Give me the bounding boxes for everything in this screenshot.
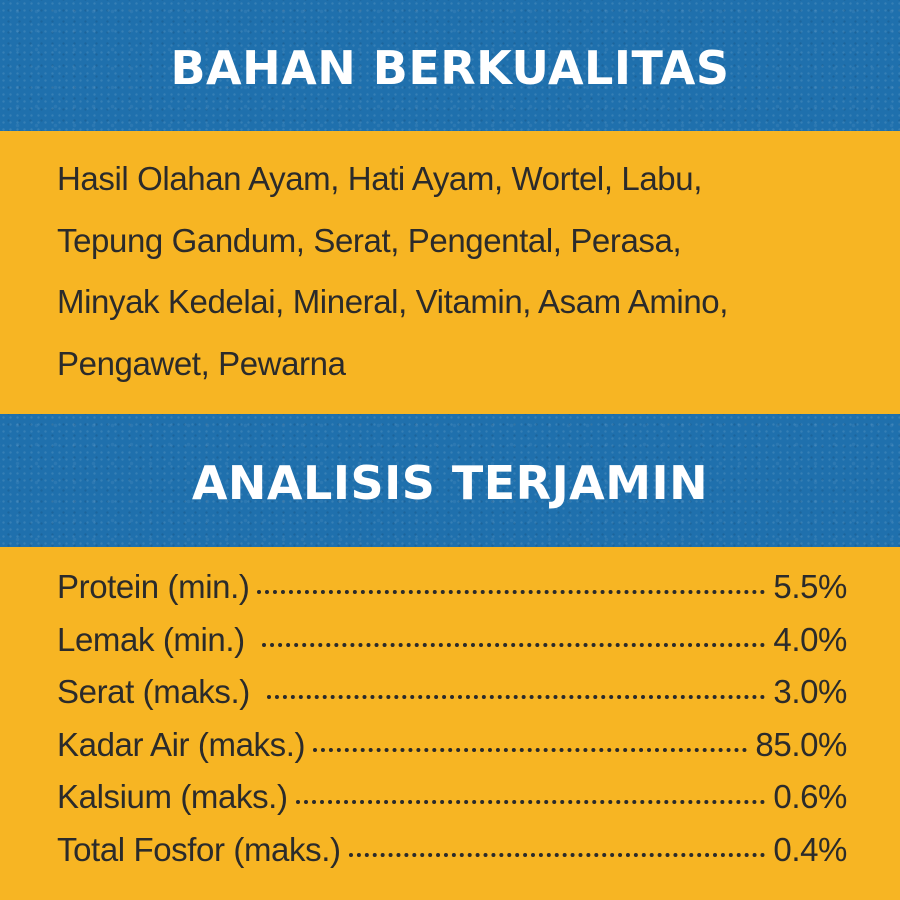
ingredients-list bbox=[57, 148, 857, 394]
analysis-row-calcium bbox=[57, 778, 847, 831]
analysis-row-moisture bbox=[57, 726, 847, 779]
analysis-value: 3.0% bbox=[773, 673, 847, 711]
analysis-value: 5.5% bbox=[773, 568, 847, 605]
analysis-label: Total Fosfor (maks.) bbox=[57, 830, 341, 868]
analysis-label: Kadar Air (maks.) bbox=[57, 725, 306, 763]
analysis-label: Protein (min.) bbox=[57, 568, 250, 605]
analysis-list bbox=[57, 568, 847, 884]
dotted-leader bbox=[296, 800, 766, 804]
dotted-leader bbox=[257, 590, 765, 594]
analysis-header-band bbox=[0, 414, 900, 547]
ingredients-line: Tepung Gandum, Serat, Pengental, Perasa, bbox=[57, 221, 682, 259]
analysis-row-phosphorus bbox=[57, 831, 847, 884]
analysis-panel bbox=[0, 547, 900, 900]
analysis-value: 85.0% bbox=[755, 725, 847, 763]
dotted-leader bbox=[267, 695, 766, 699]
ingredients-line: Pengawet, Pewarna bbox=[57, 344, 346, 382]
analysis-label: Lemak (min.) bbox=[57, 620, 254, 658]
dotted-leader bbox=[313, 748, 747, 752]
analysis-label: Serat (maks.) bbox=[57, 673, 259, 711]
dotted-leader bbox=[262, 643, 766, 647]
analysis-row-fat bbox=[57, 621, 847, 674]
ingredients-line: Minyak Kedelai, Mineral, Vitamin, Asam Amino, bbox=[57, 283, 729, 320]
analysis-label: Kalsium (maks.) bbox=[57, 778, 288, 816]
analysis-value: 0.6% bbox=[773, 778, 847, 816]
ingredients-line: Hasil Olahan Ayam, Hati Ayam, Wortel, Labu, bbox=[57, 160, 702, 197]
ingredients-heading: BAHAN BERKUALITAS bbox=[170, 40, 730, 95]
analysis-row-fiber bbox=[57, 673, 847, 726]
ingredients-panel bbox=[0, 131, 900, 414]
analysis-value: 0.4% bbox=[773, 830, 847, 868]
dotted-leader bbox=[349, 853, 766, 857]
ingredients-header-band bbox=[0, 0, 900, 131]
analysis-heading: ANALISIS TERJAMIN bbox=[191, 455, 709, 510]
analysis-row-protein bbox=[57, 568, 847, 621]
analysis-value: 4.0% bbox=[773, 620, 847, 658]
